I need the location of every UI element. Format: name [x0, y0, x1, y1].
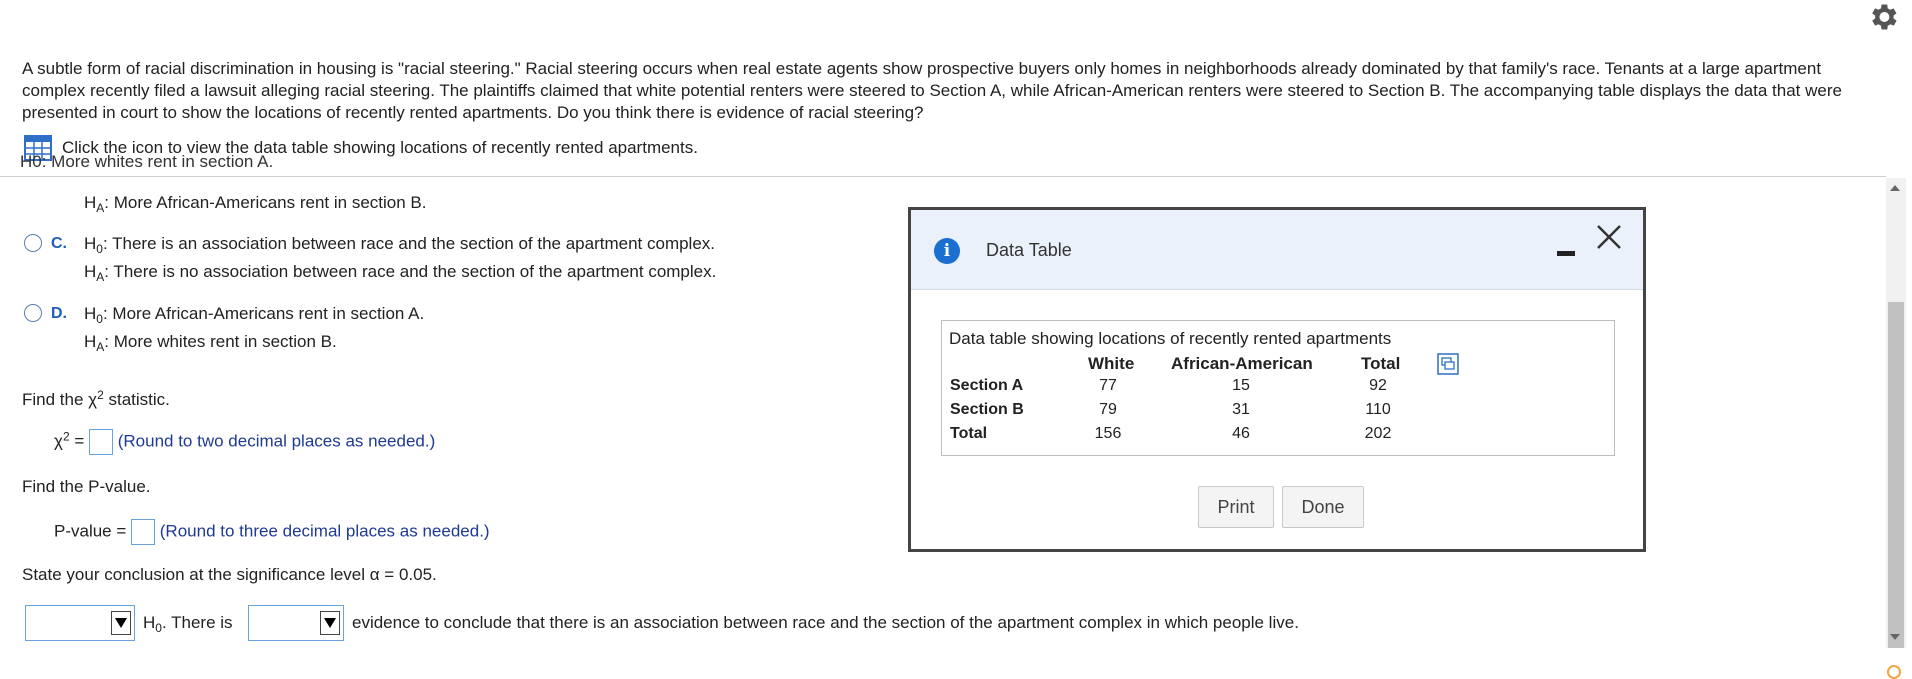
done-button[interactable]: Done — [1282, 486, 1364, 528]
info-icon: i — [934, 238, 960, 264]
conclusion-prompt: State your conclusion at the significance level α = 0.05. — [22, 565, 437, 584]
column-header: White — [1088, 354, 1135, 373]
print-button[interactable]: Print — [1198, 486, 1274, 528]
dialog-header — [911, 210, 1643, 290]
reject-dropdown[interactable] — [25, 605, 135, 641]
option-d-h0: $H_0$: More African-Americans rent in section A. — [84, 304, 425, 326]
data-table-link-text: Click the icon to view the data table showing locations of recently rented apartments. — [62, 138, 698, 157]
option-d-letter: D. — [51, 305, 67, 322]
pvalue-prompt: Find the P-value. — [22, 477, 151, 496]
option-b-clipped — [20, 152, 274, 180]
chevron-down-icon[interactable] — [111, 611, 131, 635]
table-caption: Data table showing locations of recently rented apartments — [949, 329, 1392, 348]
scroll-down-arrow-icon[interactable] — [1890, 634, 1900, 640]
column-header: African-American — [1171, 354, 1313, 373]
option-c-letter: C. — [51, 235, 67, 252]
table-cell: 79 — [1099, 401, 1117, 418]
pvalue-answer-row — [54, 519, 490, 545]
table-cell: 15 — [1232, 377, 1250, 394]
chi-square-prompt: Find the $\chi^2$ statistic. — [22, 388, 170, 409]
chi-square-answer-row: $\chi^2$ = (Round to two decimal places as needed.) — [54, 429, 435, 455]
table-cell: 46 — [1232, 425, 1250, 442]
option-d-ha: $H_A$: More whites rent in section B. — [84, 332, 337, 354]
copy-table-icon[interactable] — [1437, 353, 1459, 375]
evidence-dropdown[interactable] — [248, 605, 344, 641]
minimize-button[interactable] — [1557, 242, 1577, 262]
table-cell: 110 — [1365, 401, 1391, 418]
dialog-title: Data Table — [986, 240, 1072, 260]
row-label: Total — [950, 425, 988, 442]
chevron-down-icon[interactable] — [320, 611, 340, 635]
pvalue-input[interactable] — [131, 519, 155, 545]
row-label: Section B — [950, 401, 1024, 418]
question-text: A subtle form of racial discrimination in housing is "racial steering." Racial steering occurs when real estate agents show prospective buyers only homes in neighborhoods already dominated by that family's race. Tenants at a large apartment complex recently filed a lawsuit alleging racial steering. The plaintiffs claimed that white potential renters were steered to Section A, while African-American renters were steered to Section B. The accompanying table displays the data that were presented in court to show the locations of recently rented apartments. Do you think there is evidence of racial steering? — [22, 59, 1842, 122]
pvalue-label: P-value = — [54, 521, 127, 541]
table-cell: 202 — [1364, 425, 1392, 442]
column-header: Total — [1361, 354, 1401, 373]
option-c-h0: $H_0$: There is an association between race and the section of the apartment complex. — [84, 234, 716, 256]
table-cell: 31 — [1232, 401, 1250, 418]
scrollbar-thumb[interactable] — [1888, 302, 1904, 648]
conclusion-end-text: evidence to conclude that there is an association between race and the section of the apartment complex in which people live. — [352, 613, 1299, 632]
data-table — [941, 320, 1615, 456]
option-b-ha: $H_A$: More African-Americans rent in section B. — [84, 193, 427, 215]
row-label: Section A — [950, 377, 1024, 394]
help-ring-icon — [1887, 665, 1901, 679]
option-d-radio[interactable] — [24, 304, 42, 322]
table-cell: 92 — [1369, 377, 1387, 394]
table-cell: 77 — [1099, 377, 1117, 394]
settings-gear-icon[interactable] — [1866, 0, 1900, 34]
option-c-ha: $H_A$: There is no association between race and the section of the apartment complex. — [84, 262, 717, 284]
table-cell: 156 — [1094, 425, 1122, 442]
section-divider — [0, 176, 1886, 177]
chi-square-input[interactable] — [89, 429, 113, 455]
data-table-dialog — [908, 207, 1646, 552]
option-b-h0-partial: H0: More whites rent in section A. — [20, 152, 274, 171]
chi-square-hint: (Round to two decimal places as needed.) — [117, 431, 436, 451]
close-icon[interactable] — [1594, 222, 1624, 252]
conclusion-h0-text: $H_0$. There is — [143, 613, 233, 635]
option-c-radio[interactable] — [24, 234, 42, 252]
pvalue-hint: (Round to three decimal places as needed.) — [159, 521, 490, 541]
scroll-up-arrow-icon[interactable] — [1890, 185, 1900, 191]
